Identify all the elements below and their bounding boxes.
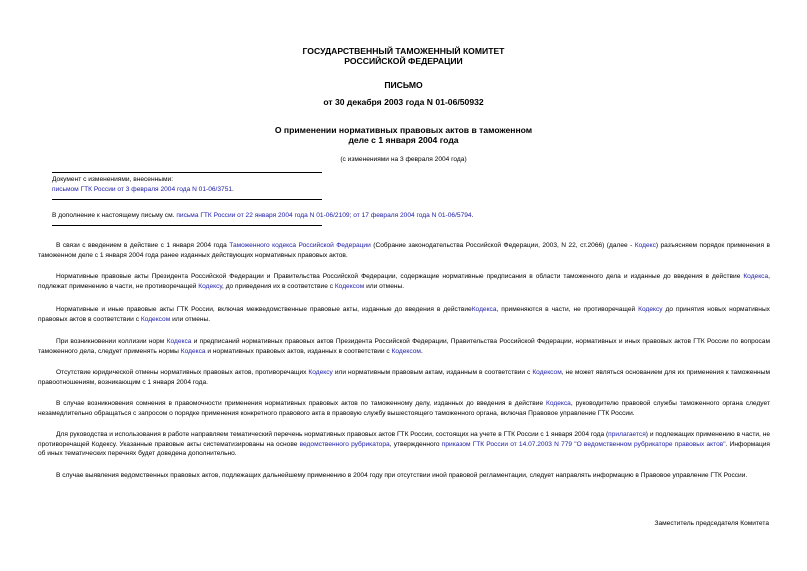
paragraph-3: Нормативные и иные правовые акты ГТК России, включая межведомственные правовые акты, изданные до введения в действиеКодекса, применяются в части, не противоречащей Кодексу до принятия новых нормативных правовых актов в соответствии с Кодексом или отмены. [38, 306, 770, 323]
addendum-line: В дополнение к настоящему письму см. письма ГТК России от 22 января 2004 года N 01-06/2109; от 17 февраля 2004 года N 01-06/5794. [52, 212, 474, 219]
document-date-number: от 30 декабря 2003 года N 01-06/50932 [323, 97, 484, 107]
kodeks-link[interactable]: Кодекса [180, 347, 206, 355]
kodeks-link[interactable]: Кодекса [743, 273, 769, 280]
amendments-label: Документ с изменениями, внесенными: [52, 176, 174, 183]
document-title-line-1: О применении нормативных правовых актов в таможенном [274, 125, 533, 135]
paragraph-4: При возникновении коллизии норм Кодекса и предписаний нормативных правовых актов Президента Российской Федерации, Правительства Российской Федерации, нормативных и иных правовых актов ГТК России по вопросам таможенного дела, следует применять нормы Кодекса и нормативных правовых актов, изданных в соответствии с Кодексом. [38, 338, 770, 355]
paragraph-2: Нормативные правовые акты Президента Российской Федерации и Правительства Российской Федерации, содержащие нормативные предписания в области таможенного дела и изданные до введения в действие Кодекса, подлежат применению в части, не противоречащей Кодексу, до приведения их в соответствие с Кодексом или отмены. [38, 273, 770, 290]
amendments-line: письмом ГТК России от 3 февраля 2004 года N 01-06/3751. [52, 186, 234, 193]
separator-bottom [52, 225, 322, 226]
kodeks-link[interactable]: Кодексом [391, 347, 421, 355]
document-type: ПИСЬМО [384, 80, 423, 90]
paragraph-8: В случае выявления ведомственных правовых актов, подлежащих дальнейшему применению в 2004 году при отсутствии иной правовой регламентации, следует направлять информацию в Правовое управление ГТК России. [56, 472, 748, 479]
separator-top [52, 172, 322, 173]
kodeks-link[interactable]: Кодексом [334, 282, 365, 290]
separator-middle [52, 199, 322, 200]
changes-note: (с изменениями на 3 февраля 2004 года) [340, 156, 467, 163]
kodeks-link[interactable]: Кодекса [471, 306, 497, 313]
kodeks-link[interactable]: Кодексу [308, 369, 333, 376]
kodeks-link[interactable]: Кодексу [198, 282, 223, 290]
tk-rf-link[interactable]: Таможенного кодекса Российской Федерации [229, 242, 371, 249]
order-779-link[interactable]: приказом ГТК России от 14.07.2003 N 779 "О ведомственном рубрикаторе правовых актов" [441, 440, 726, 448]
paragraph-7: Для руководства и использования в работе направляем тематический перечень нормативных правовых актов ГТК России, состоящих на учете в ГТК России с 1 января 2004 года (прилагается) и подлежащих применению в части, не противоречащей Кодексу. Указанные правовые акты систематизированы на основе ведомственного рубрикатора, утвержденного приказом ГТК России от 14.07.2003 N 779 "О ведомственном рубрикаторе правовых актов". Информация об иных тематических перечнях будет доведена дополнительно. [38, 431, 771, 457]
kodeks-link[interactable]: Кодексу [638, 306, 663, 313]
amendment-link[interactable]: письмом ГТК России от 3 февраля 2004 года N 01-06/3751 [52, 186, 233, 193]
kodeks-link[interactable]: Кодекса [166, 338, 192, 345]
signature-line: Заместитель председателя Комитета [654, 520, 769, 527]
issuer-line-2: РОССИЙСКОЙ ФЕДЕРАЦИИ [344, 56, 463, 66]
addendum-link[interactable]: письма ГТК России от 22 января 2004 года N 01-06/2109; от 17 февраля 2004 года N 01-06/5794 [176, 212, 472, 219]
kodeks-link[interactable]: Кодекс [634, 242, 656, 249]
kodeks-link[interactable]: Кодекса [546, 400, 571, 407]
kodeks-link[interactable]: Кодексом [532, 369, 562, 376]
kodeks-link[interactable]: Кодексом [140, 315, 171, 323]
paragraph-5: Отсутствие юридической отмены нормативных правовых актов, противоречащих Кодексу или нормативным правовым актам, изданным в соответствии с Кодексом, не может являться основанием для их применения к таможенным правоотношениям, возникающим с 1 января 2004 года. [38, 369, 770, 386]
rubricator-link[interactable]: ведомственного рубрикатора [299, 440, 390, 448]
paragraph-6: В случае возникновения сомнения в правомочности применения нормативных правовых актов по таможенному делу, изданных до введения в действие Кодекса, руководителю правовой службы таможенного органа следует незамедлительно обращаться с запросом о порядке применения конкретного правового акта в правовую службу вышестоящего таможенного органа, включая Правовое управление ГТК России. [38, 400, 770, 417]
attachment-link[interactable]: прилагается [608, 431, 646, 438]
paragraph-1: В связи с введением в действие с 1 января 2004 года Таможенного кодекса Российской Федерации (Собрание законодательства Российской Федерации, 2003, N 22, ст.2066) (далее - Кодекс) разъясняем порядок применения в таможенном деле с 1 января 2004 года ранее изданных действующих нормативных правовых актов. [38, 242, 770, 259]
document-title-line-2: деле с 1 января 2004 года [348, 135, 459, 145]
issuer-line-1: ГОСУДАРСТВЕННЫЙ ТАМОЖЕННЫЙ КОМИТЕТ [302, 46, 505, 56]
